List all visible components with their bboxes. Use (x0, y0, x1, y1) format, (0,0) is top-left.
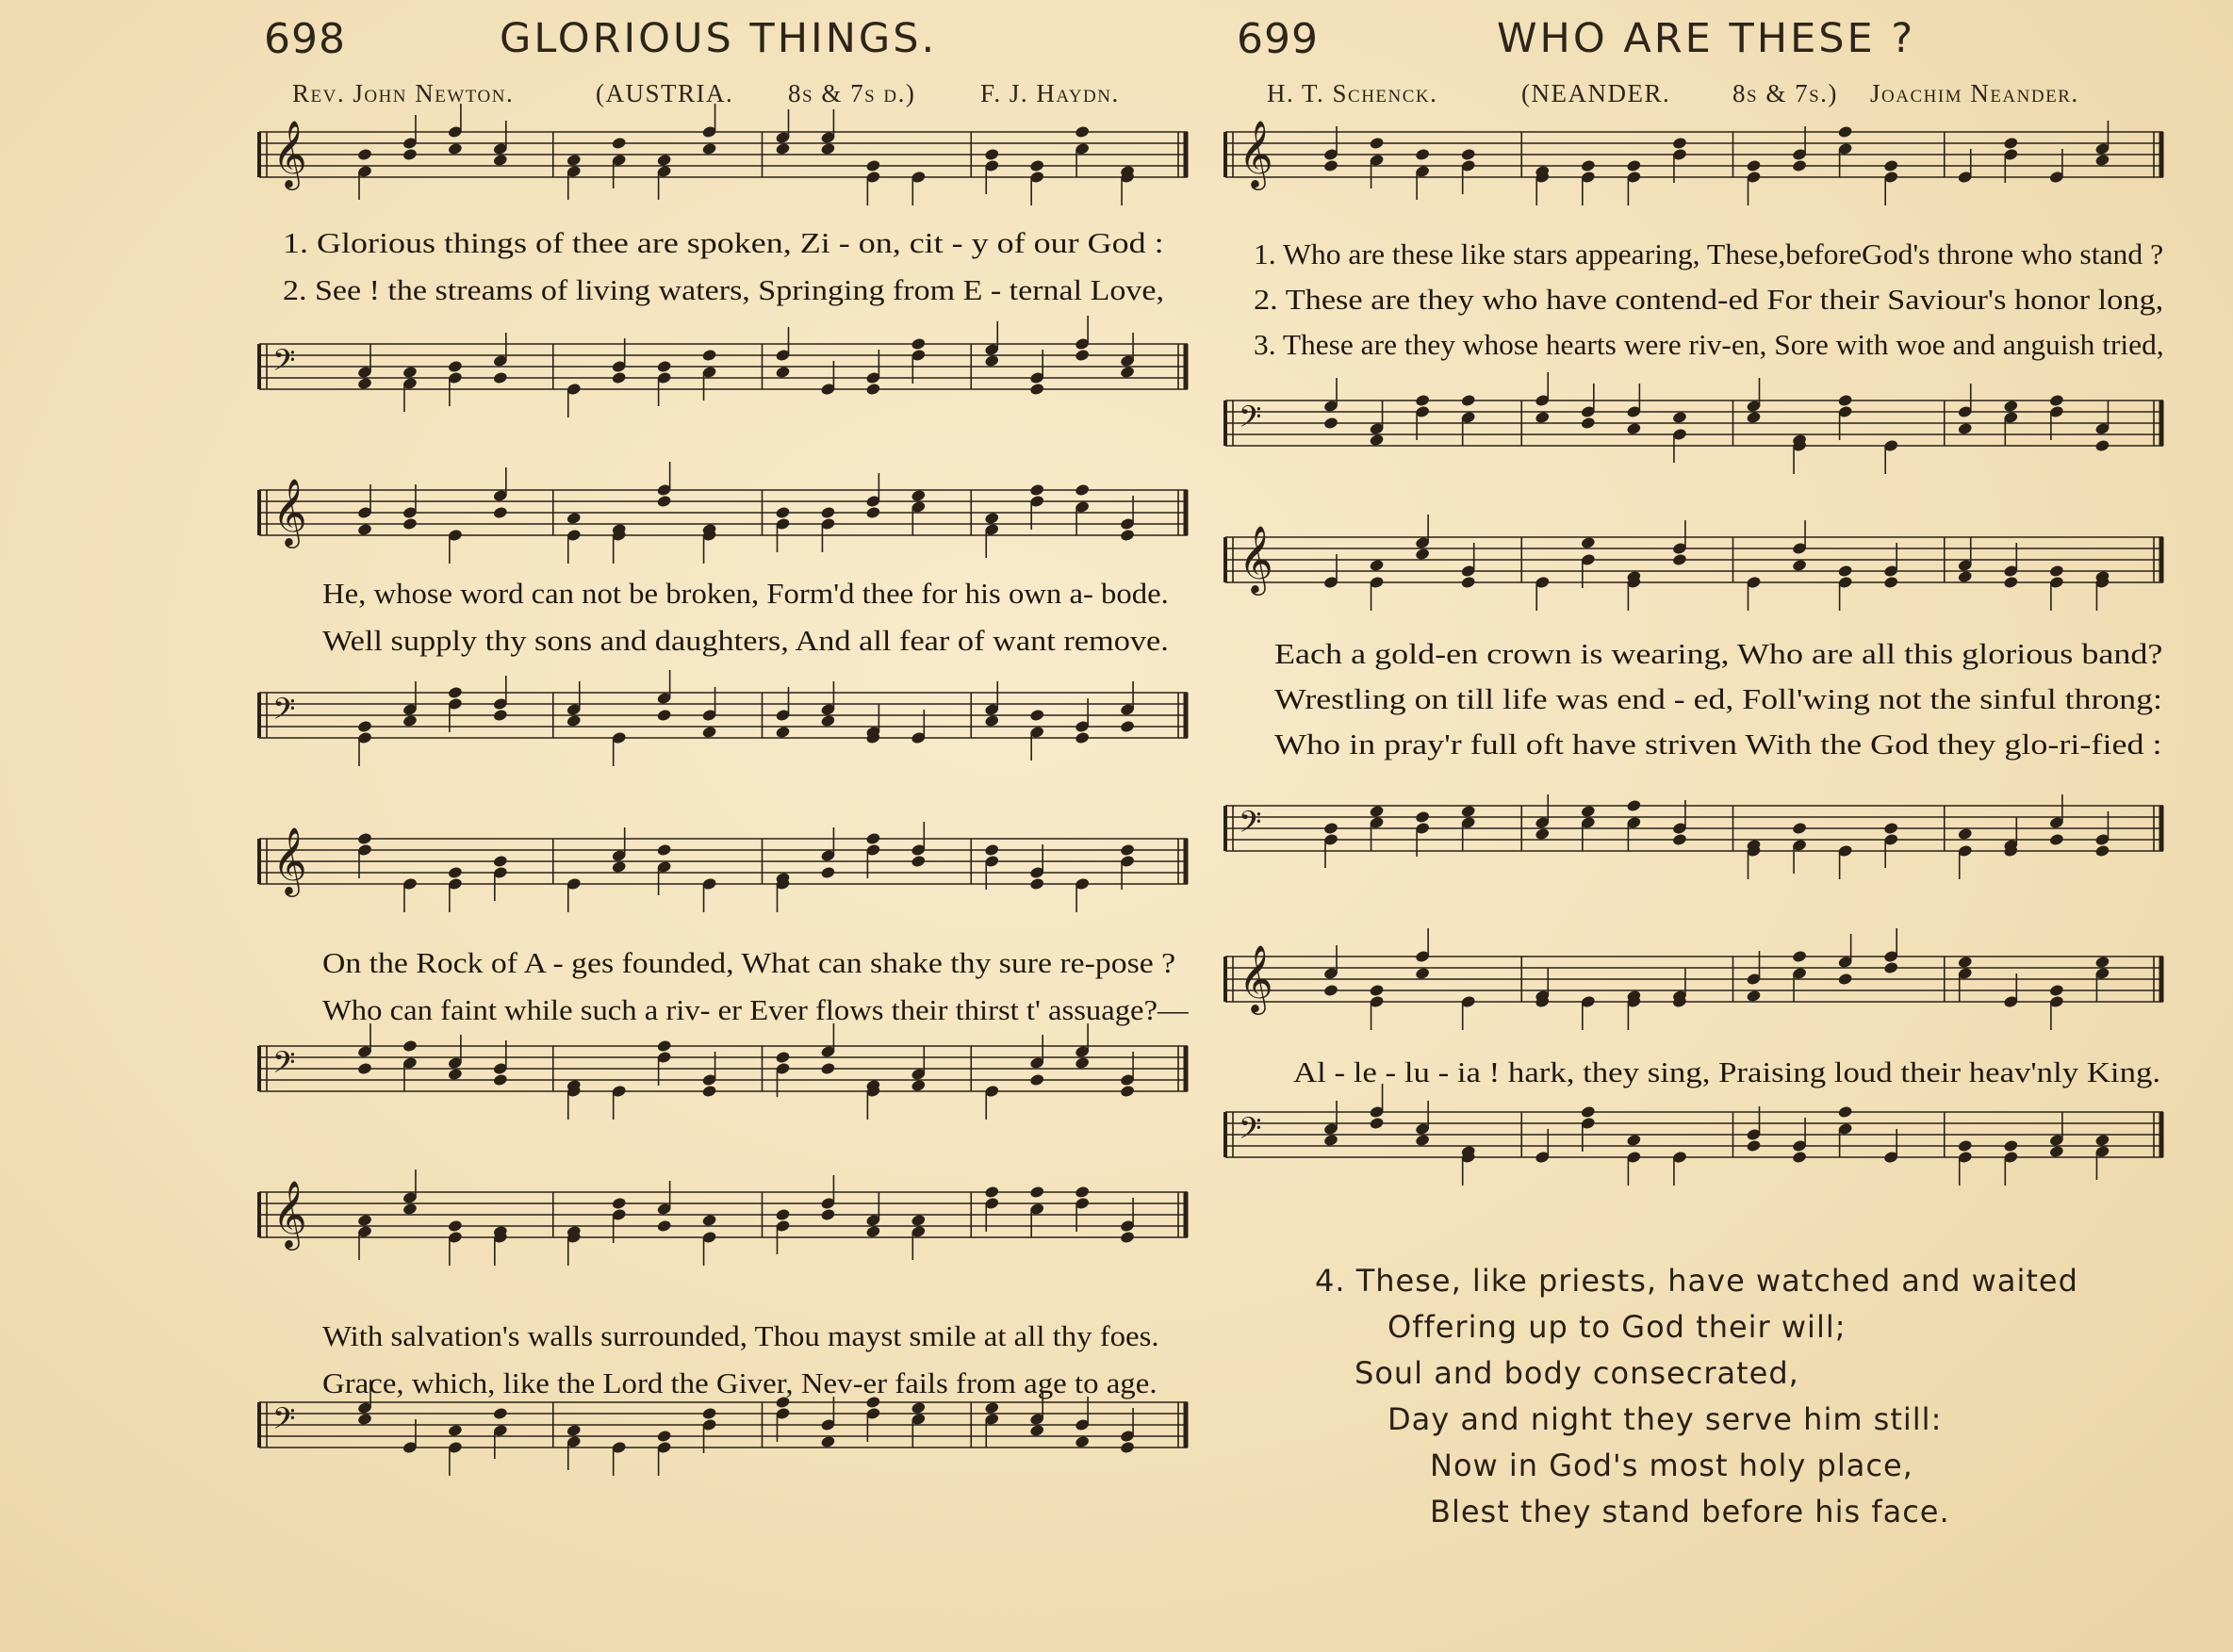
lyric-line: 2. See ! the streams of living waters, Springing from E - ternal Love, (283, 273, 1164, 306)
hymn-699-tune: (NEANDER. (1521, 79, 1671, 107)
music-staff (259, 664, 1197, 766)
svg-text:𝄞: 𝄞 (272, 826, 307, 894)
hymn-698-meter: 8s & 7s d.) (788, 79, 916, 107)
lyric-line: He, whose word can not be broken, Form'd thee for his own a- bode. (322, 577, 1169, 610)
music-staff (259, 316, 1197, 417)
music-staff (1225, 777, 2173, 879)
lyric-line: 3. These are they whose hearts were riv-en, Sore with woe and anguish tried, (1254, 328, 2164, 361)
hymn-698-composer: F. J. Haydn. (980, 79, 1120, 107)
svg-text:𝄢: 𝄢 (1239, 805, 1262, 846)
hymn-698-title: GLORIOUS THINGS. (500, 15, 938, 62)
lyric-line: Who can faint while such a riv- er Ever flows their thirst t' assuage?— (322, 993, 1189, 1026)
svg-text:𝄢: 𝄢 (272, 1045, 296, 1087)
svg-text:𝄞: 𝄞 (272, 1179, 307, 1248)
lyric-line: With salvation's walls surrounded, Thou mayst smile at all thy foes. (322, 1319, 1159, 1352)
hymn-699-number: 699 (1237, 15, 1319, 63)
hymn-699-composer: Joachim Neander. (1870, 79, 2079, 107)
svg-text:𝄞: 𝄞 (1239, 943, 1273, 1012)
hymn-699-title: WHO ARE THESE ? (1497, 15, 1916, 62)
verse-4-line: Day and night they serve him still: (1387, 1401, 1943, 1437)
svg-text:𝄢: 𝄢 (1239, 400, 1262, 441)
lyric-line: Who in pray'r full oft have striven With the God they glo-ri-fied : (1274, 728, 2162, 761)
verse-4-line: Offering up to God their will; (1387, 1309, 1847, 1345)
verse-4-line: Now in God's most holy place, (1430, 1448, 1913, 1483)
music-staff (259, 1164, 1197, 1266)
music-staff (259, 462, 1197, 564)
music-staff (259, 810, 1197, 912)
hymn-699-author: H. T. Schenck. (1267, 79, 1438, 107)
lyric-line: On the Rock of A - ges founded, What can shake thy sure re-pose ? (322, 946, 1176, 979)
hymn-698-tune: (AUSTRIA. (596, 79, 734, 107)
verse-4-line: 4. These, like priests, have watched and waited (1315, 1263, 2078, 1299)
lyric-line: 1. Glorious things of thee are spoken, Zi - on, cit - y of our God : (283, 226, 1164, 259)
svg-text:𝄢: 𝄢 (272, 343, 296, 384)
music-staff (1225, 372, 2173, 474)
svg-text:𝄢: 𝄢 (272, 692, 296, 733)
lyric-line: Wrestling on till life was end - ed, Foll'wing not the sinful throng: (1274, 682, 2162, 715)
lyric-line: Al - le - lu - ia ! hark, they sing, Praising loud their heav'nly King. (1293, 1055, 2161, 1088)
lyric-line: Grace, which, like the Lord the Giver, Nev-er fails from age to age. (322, 1366, 1158, 1399)
lyric-line: 2. These are they who have contend-ed For their Saviour's honor long, (1254, 283, 2164, 316)
music-staff (1225, 104, 2173, 205)
hymn-698-number: 698 (264, 15, 346, 63)
svg-text:𝄞: 𝄞 (1239, 524, 1273, 593)
music-staff (1225, 1084, 2173, 1186)
hymn-699-meter: 8s & 7s.) (1732, 79, 1838, 107)
verse-4-line: Blest they stand before his face. (1430, 1494, 1950, 1529)
lyric-line: Well supply thy sons and daughters, And all fear of want remove. (322, 624, 1169, 657)
music-staff (1225, 509, 2173, 611)
music-staff (259, 1018, 1197, 1120)
svg-text:𝄞: 𝄞 (272, 119, 307, 188)
music-staff (1225, 928, 2173, 1030)
lyric-line: Each a gold-en crown is wearing, Who are all this glorious band? (1274, 637, 2163, 670)
svg-text:𝄞: 𝄞 (272, 477, 307, 546)
svg-text:𝄢: 𝄢 (1239, 1111, 1262, 1153)
svg-text:𝄞: 𝄞 (1239, 119, 1273, 188)
svg-text:𝄢: 𝄢 (272, 1401, 296, 1443)
hymn-698-author: Rev. John Newton. (292, 79, 515, 107)
verse-4-line: Soul and body consecrated, (1355, 1355, 1799, 1391)
lyric-line: 1. Who are these like stars appearing, These,beforeGod's throne who stand ? (1254, 237, 2164, 270)
music-staff (259, 104, 1197, 205)
